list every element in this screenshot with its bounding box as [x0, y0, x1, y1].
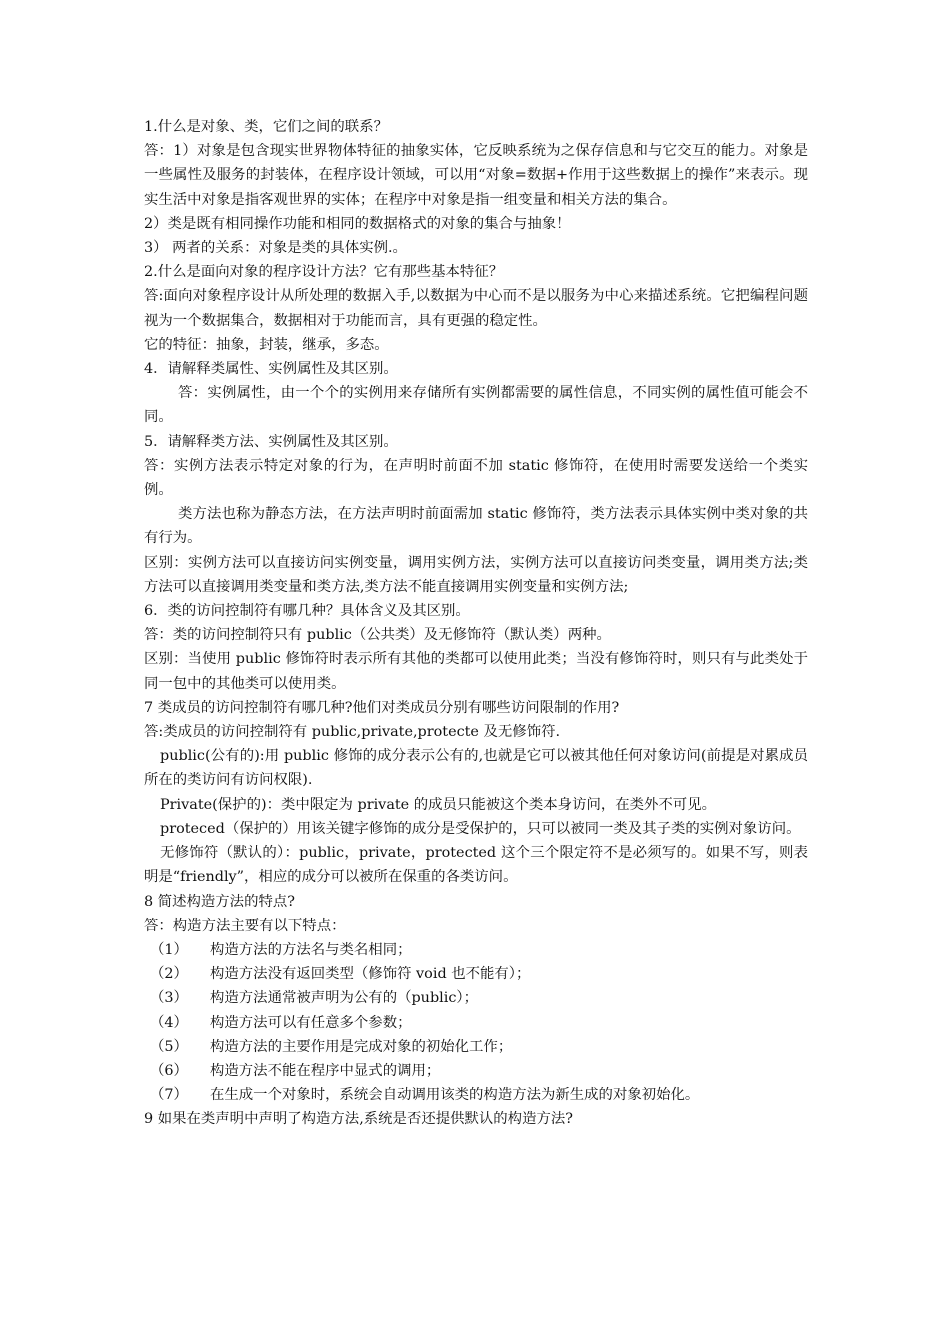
list-item-text: 构造方法的主要作用是完成对象的初始化工作； — [210, 1038, 513, 1055]
paragraph: 它的特征：抽象，封装，继承，多态。 — [144, 336, 389, 353]
list-item-number: （4） — [150, 1014, 188, 1031]
constructor-features-list — [144, 938, 808, 1107]
list-item-number: （6） — [150, 1062, 188, 1079]
list-item — [144, 1035, 808, 1059]
list-item-number: （5） — [150, 1038, 188, 1055]
paragraph: 3） 两者的关系：对象是类的具体实例.。 — [144, 240, 407, 257]
paragraph-container — [144, 115, 808, 938]
list-item — [144, 1011, 808, 1035]
paragraph: 答：实例方法表示特定对象的行为，在声明时前面不加 static 修饰符，在使用时需要发送给一个类实例。 — [144, 457, 808, 499]
paragraph: 类方法也称为静态方法，在方法声明时前面需加 static 修饰符，类方法表示具体实例中类对象的共有行为。 — [144, 506, 808, 547]
question-9: 9 如果在类声明中声明了构造方法,系统是否还提供默认的构造方法? — [144, 1111, 573, 1128]
paragraph: 7 类成员的访问控制符有哪几种?他们对类成员分别有哪些访问限制的作用? — [144, 699, 620, 716]
paragraph: 6．类的访问控制符有哪几种？具体含义及其区别。 — [144, 603, 470, 620]
list-item-text: 构造方法的方法名与类名相同； — [210, 941, 412, 958]
paragraph: proteced（保护的）用该关键字修饰的成分是受保护的，只可以被同一类及其子类的实例对象访问。 — [160, 820, 801, 837]
paragraph: 2）类是既有相同操作功能和相同的数据格式的对象的集合与抽象！ — [144, 215, 571, 232]
paragraph: 答：实例属性，由一个个的实例用来存储所有实例都需要的属性信息，不同实例的属性值可能会不同。 — [144, 385, 808, 426]
list-item-number: （7） — [150, 1087, 188, 1104]
paragraph: 无修饰符（默认的）：public，private，protected 这个三个限定符不是必须写的。如果不写，则表明是“friendly”，相应的成分可以被所在保重的各类访问。 — [144, 845, 808, 886]
paragraph: public(公有的):用 public 修饰的成分表示公有的,也就是它可以被其他任何对象访问(前提是对累成员所在的类访问有访问权限). — [144, 748, 808, 789]
list-item — [144, 962, 808, 986]
paragraph: 4．请解释类属性、实例属性及其区别。 — [144, 361, 398, 378]
list-item-number: （1） — [150, 941, 188, 958]
list-item-text: 构造方法不能在程序中显式的调用； — [210, 1062, 441, 1079]
paragraph: 8 简述构造方法的特点? — [144, 893, 295, 910]
list-item-number: （2） — [150, 966, 188, 983]
paragraph: 答：类的访问控制符只有 public（公共类）及无修饰符（默认类）两种。 — [144, 627, 611, 644]
list-item-number: （3） — [150, 990, 188, 1007]
list-item-text: 构造方法没有返回类型（修饰符 void 也不能有）； — [210, 966, 531, 983]
list-item-text: 构造方法通常被声明为公有的（public）； — [210, 990, 479, 1007]
paragraph: 答：1）对象是包含现实世界物体特征的抽象实体，它反映系统为之保存信息和与它交互的能力。对象是一些属性及服务的封装体，在程序设计领域，可以用“对象=数据+作用于这些数据上的操作”来表示。现实生活中对象是指客观世界的实体；在程序中对象是指一组变量和相关方法的集合。 — [144, 143, 808, 208]
list-item — [144, 986, 808, 1010]
document-page — [144, 115, 808, 1132]
list-item-text: 构造方法可以有任意多个参数； — [210, 1014, 412, 1031]
paragraph: 答:类成员的访问控制符有 public,private,protecte 及无修饰符. — [144, 724, 561, 741]
list-item — [144, 938, 808, 962]
paragraph: 2.什么是面向对象的程序设计方法？它有那些基本特征？ — [144, 264, 504, 281]
list-item — [144, 1059, 808, 1083]
paragraph: 区别：当使用 public 修饰符时表示所有其他的类都可以使用此类；当没有修饰符时，则只有与此类处于同一包中的其他类可以使用类。 — [144, 651, 808, 692]
list-item-text: 在生成一个对象时，系统会自动调用该类的构造方法为新生成的对象初始化。 — [210, 1087, 700, 1104]
paragraph: 答：构造方法主要有以下特点： — [144, 917, 346, 934]
paragraph: Private(保护的)：类中限定为 private 的成员只能被这个类本身访问，在类外不可见。 — [160, 796, 716, 813]
paragraph: 5．请解释类方法、实例属性及其区别。 — [144, 433, 398, 450]
paragraph: 1.什么是对象、类，它们之间的联系？ — [144, 119, 388, 135]
list-item — [144, 1083, 808, 1107]
paragraph: 答:面向对象程序设计从所处理的数据入手,以数据为中心而不是以服务为中心来描述系统。它把编程问题视为一个数据集合，数据相对于功能而言，具有更强的稳定性。 — [144, 288, 808, 329]
paragraph: 区别：实例方法可以直接访问实例变量，调用实例方法，实例方法可以直接访问类变量，调用类方法;类方法可以直接调用类变量和类方法,类方法不能直接调用实例变量和实例方法; — [144, 554, 808, 595]
